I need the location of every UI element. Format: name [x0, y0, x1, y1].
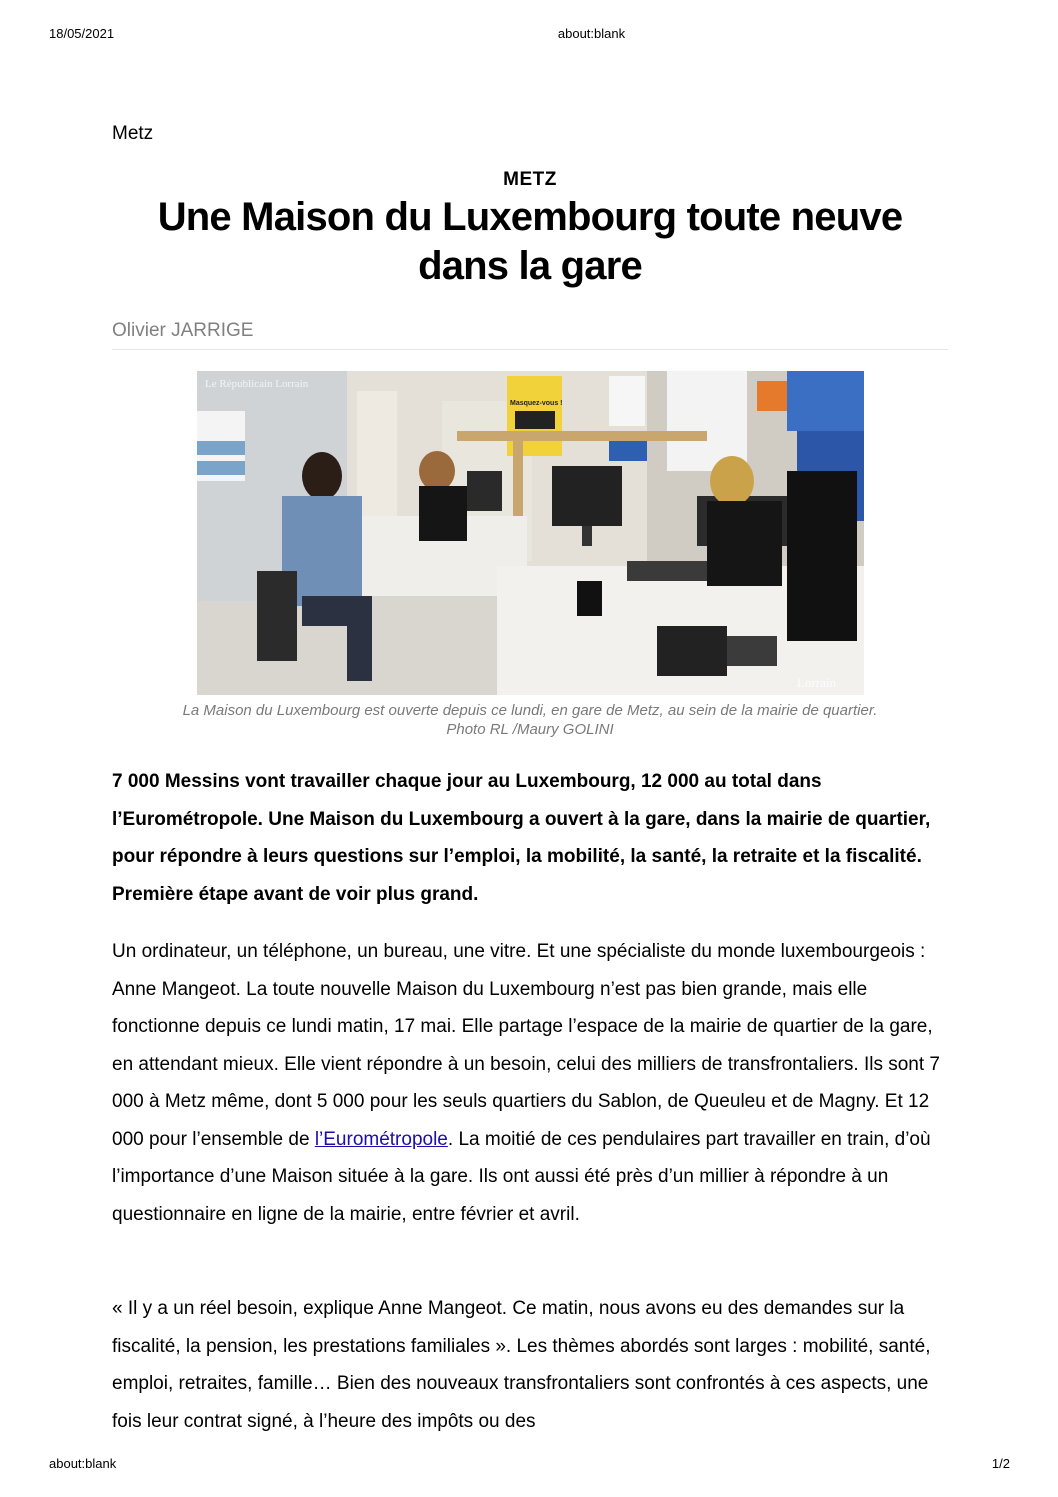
author-divider — [112, 349, 948, 350]
poster-text: Masquez-vous ! — [510, 400, 563, 407]
article-author: Olivier JARRIGE — [112, 320, 254, 341]
print-header-url: about:blank — [557, 26, 626, 41]
paragraph-1 — [112, 933, 952, 1233]
photo-watermark-bottom: Lorrain — [797, 675, 836, 690]
caption-credit: Photo RL /Maury GOLINI — [446, 721, 614, 738]
eurometropole-link[interactable]: l’Eurométropole — [314, 1128, 448, 1150]
paragraph-1-end: . La moitié de ces pendulaires part travailler en train, d’où l’importance d’une Maison située à la gare. Ils ont aussi été près d’un millier à répondre à un questionnaire en ligne de la mairie, entre février et avril. — [112, 1128, 931, 1225]
article-lede: 7 000 Messins vont travailler chaque jour au Luxembourg, 12 000 au total dans l’Eurométropole. Une Maison du Luxembourg a ouvert à la gare, dans la mairie de quartier, pour répondre à leurs questions sur l’emploi, la mobilité, la santé, la retraite et la fiscalité. Première étape avant de voir plus grand. — [112, 771, 931, 905]
office-scene-photo — [197, 371, 864, 695]
print-date: 18/05/2021 — [49, 26, 115, 41]
article-kicker: METZ — [503, 169, 557, 190]
print-footer-url: about:blank — [49, 1456, 117, 1471]
photo-watermark-top: Le Républicain Lorrain — [205, 378, 309, 390]
page-number: 1/2 — [991, 1456, 1010, 1471]
article-headline: Une Maison du Luxembourg toute neuve dans la gare — [157, 195, 903, 288]
section-city: Metz — [112, 123, 154, 144]
caption-text: La Maison du Luxembourg est ouverte depuis ce lundi, en gare de Metz, au sein de la mairie de quartier. — [182, 702, 878, 719]
paragraph-2: « Il y a un réel besoin, explique Anne Mangeot. Ce matin, nous avons eu des demandes sur la fiscalité, la pension, les prestations familiales ». Les thèmes abordés sont larges : mobilité, santé, emploi, retraites, famille… Bien des nouveaux transfrontaliers sont confrontés à ces aspects, une fois leur contrat signé, à l’heure des impôts ou des — [112, 1298, 931, 1432]
photo-caption — [112, 701, 948, 739]
paragraph-1-start: Un ordinateur, un téléphone, un bureau, une vitre. Et une spécialiste du monde luxembourgeois : Anne Mangeot. La toute nouvelle Maison du Luxembourg n’est pas bien grande, mais elle fonctionne depuis ce lundi matin, 17 mai. Elle partage l’espace de la mairie de quartier de la gare, en attendant mieux. Elle vient répondre à un besoin, celui des milliers de transfrontaliers. Ils sont 7 000 à Metz même, dont 5 000 pour les seuls quartiers du Sablon, de Queuleu et de Magny. Et 12 000 pour l’ensemble de — [112, 941, 941, 1150]
article-photo — [197, 371, 864, 695]
